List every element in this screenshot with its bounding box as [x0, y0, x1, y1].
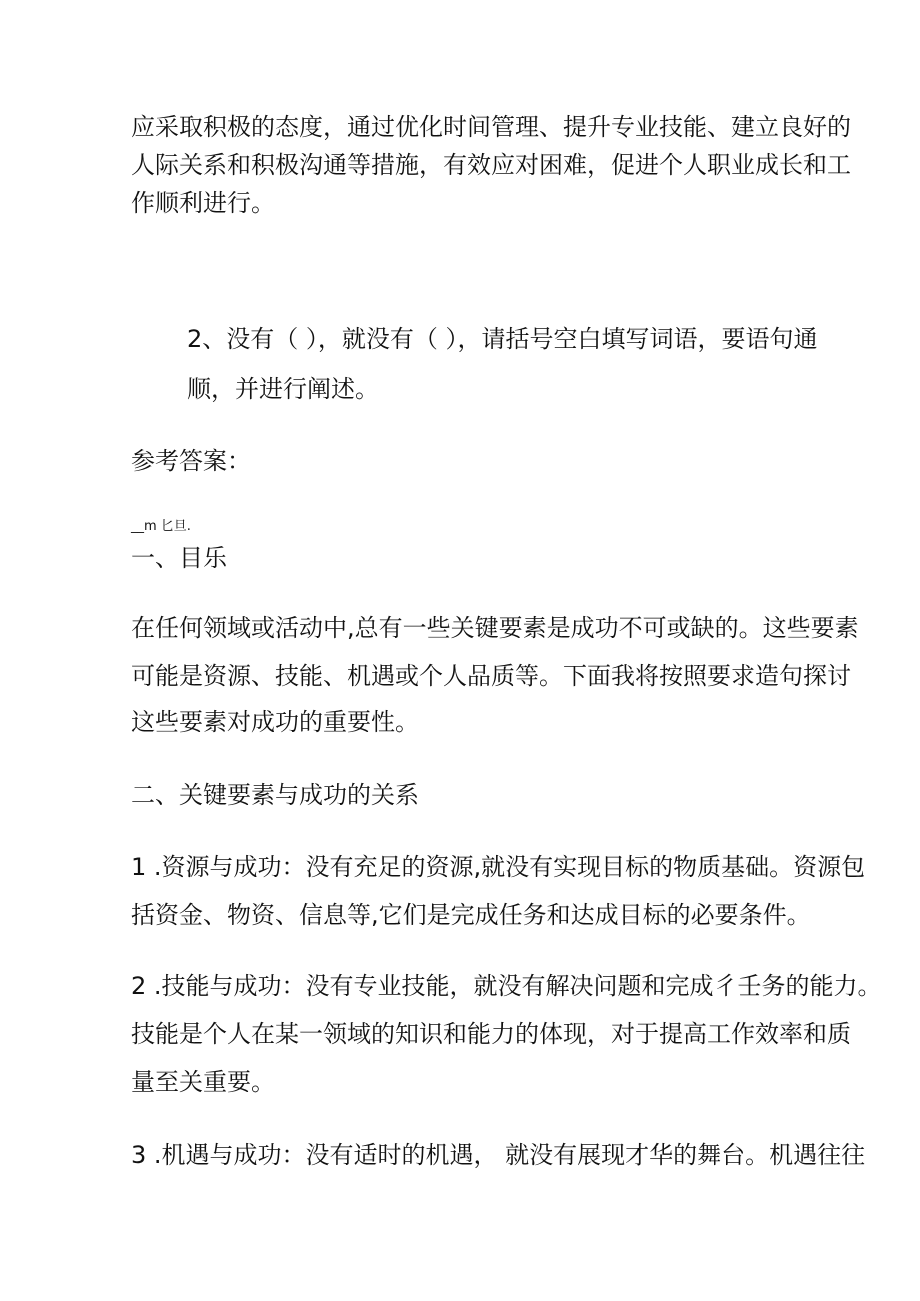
item3-line-1: 3 .机遇与成功：没有适时的机遇， 就没有展现才华的舞台。机遇往往 — [131, 1141, 866, 1169]
section1-line-3: 这些要素对成功的重要性。 — [131, 708, 419, 736]
question-line-2: 顺，并进行阐述。 — [187, 375, 379, 403]
garbled-note: __m 匕旦. — [131, 519, 191, 534]
answer-label: 参考答案： — [131, 447, 251, 475]
intro-line-3: 作顺利进行。 — [131, 189, 275, 217]
section1-line-2: 可能是资源、技能、机遇或个人品质等。下面我将按照要求造句探讨 — [131, 662, 851, 690]
item1-line-2: 括资金、物资、信息等,它们是完成任务和达成目标的必要条件。 — [131, 901, 811, 929]
item2-line-2: 技能是个人在某一领域的知识和能力的体现，对于提高工作效率和质 — [131, 1020, 851, 1048]
section1-heading: 一、目乐 — [131, 544, 227, 572]
section1-line-1: 在任何领域或活动中,总有一些关键要素是成功不可或缺的。这些要素 — [131, 614, 859, 642]
intro-line-1: 应采取积极的态度，通过优化时间管理、提升专业技能、建立良好的 — [131, 113, 851, 141]
item1-line-1: 1 .资源与成功：没有充足的资源,就没有实现目标的物质基础。资源包 — [131, 853, 866, 881]
question-line-1: 2、没有（ ），就没有（ ），请括号空白填写词语，要语句通 — [187, 325, 818, 353]
item2-line-1: 2 .技能与成功：没有专业技能，就没有解决问题和完成彳壬务的能力。 — [131, 972, 882, 1000]
section2-heading: 二、关键要素与成功的关系 — [131, 781, 419, 809]
intro-line-2: 人际关系和积极沟通等措施，有效应对困难，促进个人职业成长和工 — [131, 151, 851, 179]
item2-line-3: 量至关重要。 — [131, 1068, 275, 1096]
